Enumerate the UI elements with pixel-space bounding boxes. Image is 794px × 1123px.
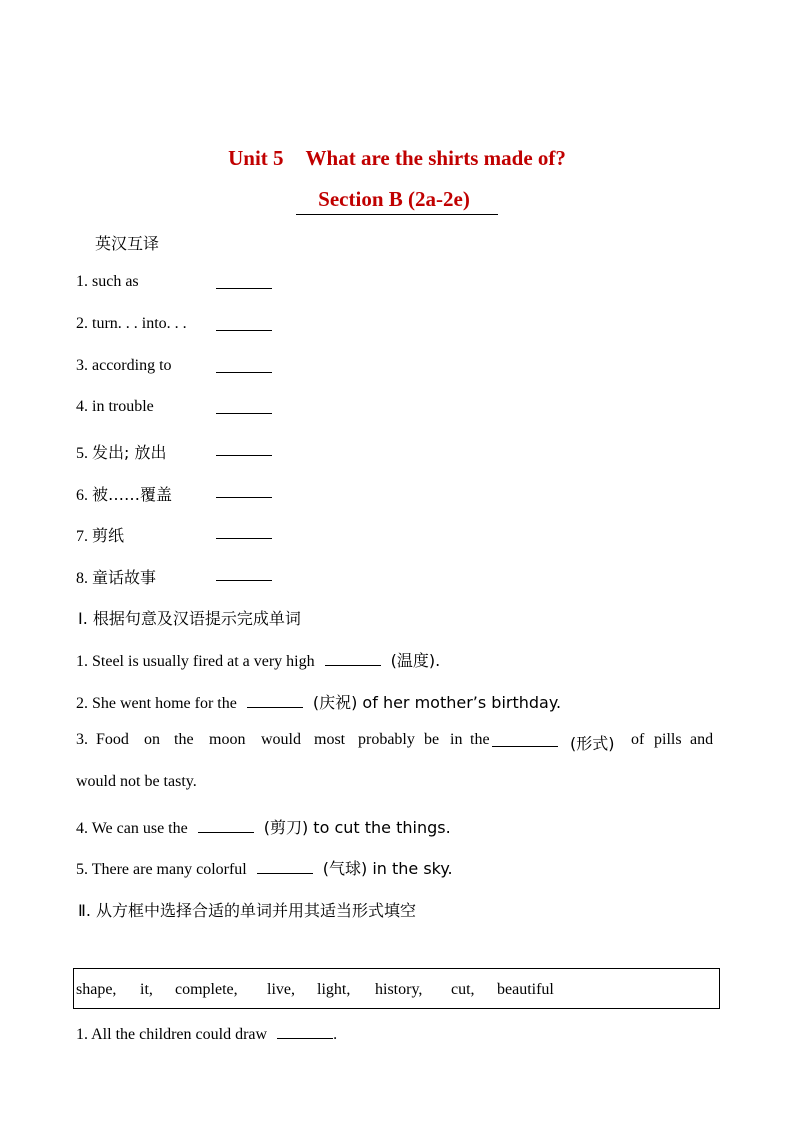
vocab-term: such as	[92, 273, 139, 290]
vocab-num: 6.	[76, 487, 88, 504]
word-bank-box	[73, 968, 720, 1009]
hint-text: (庆祝) of her mother’s birthday.	[312, 693, 562, 712]
question-word: and	[690, 731, 714, 748]
part1-question-1	[76, 648, 440, 671]
vocab-term: 被……覆盖	[92, 485, 173, 504]
answer-blank[interactable]	[216, 399, 272, 414]
answer-blank[interactable]	[492, 732, 558, 747]
word-bank-item: beautiful	[497, 981, 554, 998]
question-word: the	[174, 731, 194, 748]
vocab-num: 2.	[76, 315, 88, 332]
vocab-item-5	[76, 440, 166, 463]
vocab-item-8	[76, 565, 156, 588]
unit-title	[0, 146, 794, 171]
question-word: moon	[209, 731, 246, 748]
answer-blank[interactable]	[325, 651, 381, 666]
section-label: Section B (2a-2e)	[296, 187, 498, 215]
answer-blank[interactable]	[216, 524, 272, 539]
part1-heading: Ⅰ. 根据句意及汉语提示完成单词	[78, 609, 301, 628]
part2-heading: Ⅱ. 从方框中选择合适的单词并用其适当形式填空	[78, 901, 417, 920]
question-word: 3.	[76, 731, 88, 748]
word-bank-item: history,	[375, 981, 423, 998]
question-text: 2. She went home for the	[76, 695, 237, 712]
answer-blank[interactable]	[216, 274, 272, 289]
vocab-num: 8.	[76, 570, 88, 587]
hint-text: (温度).	[390, 651, 441, 670]
question-text: 1. Steel is usually fired at a very high	[76, 653, 315, 670]
question-word: in	[450, 731, 463, 748]
question-word: of	[631, 731, 645, 748]
part1-question-4	[76, 815, 451, 838]
vocab-item-6	[76, 482, 172, 505]
vocab-num: 1.	[76, 273, 88, 290]
answer-blank[interactable]	[216, 358, 272, 373]
answer-blank[interactable]	[247, 693, 303, 708]
vocab-item-3	[76, 357, 172, 375]
question-word: would	[261, 731, 301, 748]
vocab-item-2	[76, 315, 187, 333]
part1-question-3-cont: would not be tasty.	[76, 773, 197, 790]
vocab-num: 5.	[76, 445, 88, 462]
question-word: the	[470, 731, 490, 748]
vocab-item-1	[76, 273, 139, 291]
question-text: 4. We can use the	[76, 820, 188, 837]
part1-question-3	[76, 731, 719, 751]
vocab-item-4	[76, 398, 154, 416]
section-title	[0, 187, 794, 215]
hint-text: (气球) in the sky.	[322, 859, 453, 878]
question-word: probably	[358, 731, 415, 748]
part1-question-2	[76, 690, 561, 713]
question-text: 5. There are many colorful	[76, 861, 247, 878]
vocab-term: 发出; 放出	[92, 443, 167, 462]
answer-blank[interactable]	[216, 483, 272, 498]
question-text: 1. All the children could draw	[76, 1026, 268, 1043]
word-bank-item: shape,	[76, 981, 117, 998]
vocab-item-7	[76, 523, 124, 546]
answer-blank[interactable]	[216, 566, 272, 581]
answer-blank[interactable]	[257, 859, 313, 874]
word-bank-item: cut,	[451, 981, 475, 998]
vocab-num: 7.	[76, 528, 88, 545]
vocab-num: 3.	[76, 357, 88, 374]
answer-blank[interactable]	[198, 818, 254, 833]
question-word: most	[314, 731, 346, 748]
question-word: Food	[96, 731, 129, 748]
word-bank-item: light,	[317, 981, 351, 998]
answer-blank[interactable]	[216, 441, 272, 456]
word-bank-item: complete,	[175, 981, 238, 998]
answer-blank[interactable]	[277, 1024, 333, 1039]
part2-question-1	[76, 1024, 337, 1044]
unit-question: What are the shirts made of?	[305, 146, 566, 170]
vocab-term: turn. . . into. . .	[92, 315, 187, 332]
unit-label: Unit 5	[228, 146, 284, 170]
question-word: be	[424, 731, 440, 748]
word-bank-item: live,	[267, 981, 295, 998]
question-word: on	[144, 731, 160, 748]
answer-blank[interactable]	[216, 316, 272, 331]
vocab-term: 剪纸	[92, 526, 125, 545]
translate-heading: 英汉互译	[95, 234, 160, 253]
hint-text: (形式)	[570, 734, 615, 753]
word-bank-item: it,	[140, 981, 153, 998]
vocab-term: according to	[92, 357, 172, 374]
vocab-term: 童话故事	[92, 568, 157, 587]
part1-question-5	[76, 856, 453, 879]
question-text: .	[333, 1026, 338, 1043]
vocab-term: in trouble	[92, 398, 154, 415]
question-word: pills	[654, 731, 682, 748]
hint-text: (剪刀) to cut the things.	[263, 818, 451, 837]
vocab-num: 4.	[76, 398, 88, 415]
